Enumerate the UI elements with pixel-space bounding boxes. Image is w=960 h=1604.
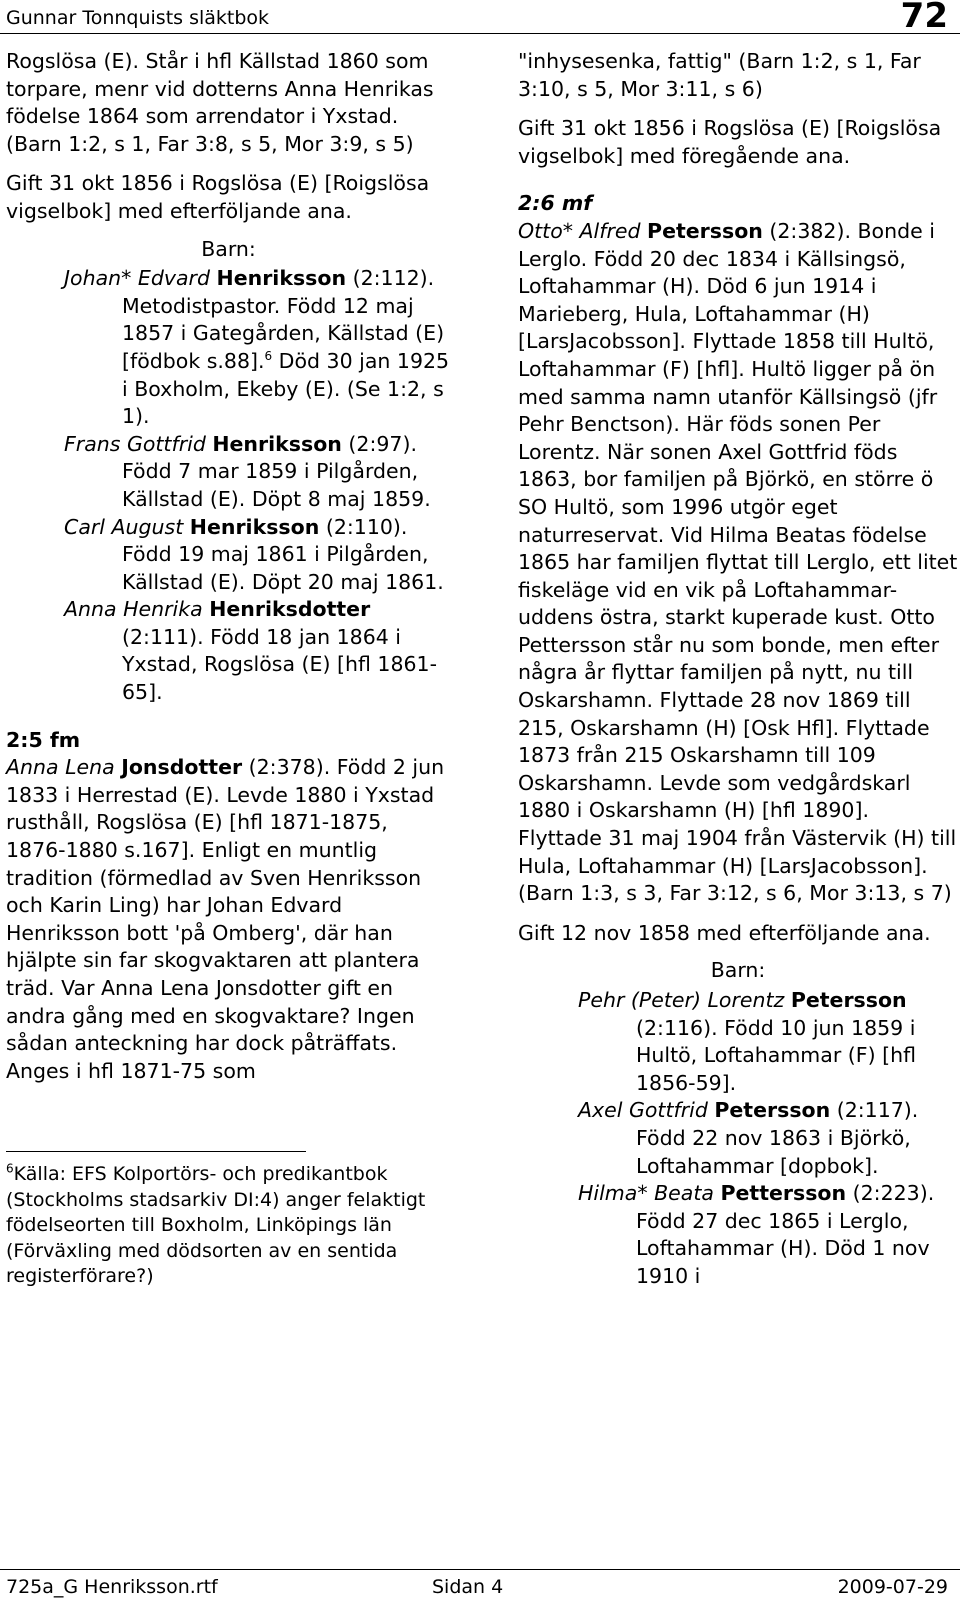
footer-page: Sidan 4 — [432, 1576, 504, 1598]
child-entry — [6, 596, 451, 706]
left-barn-heading: Barn: — [201, 236, 256, 261]
child-surname: Petersson — [714, 1098, 831, 1123]
footnote — [6, 1162, 451, 1290]
child-surname: Petersson — [790, 988, 907, 1012]
person-entry — [518, 218, 958, 908]
right-column — [518, 48, 958, 1291]
person-entry — [6, 754, 451, 1085]
book-title: Gunnar Tonnquists släktbok — [6, 7, 270, 29]
header-divider — [0, 33, 960, 34]
child-given-name: Frans Gottfrid — [64, 431, 206, 456]
child-entry — [518, 1180, 958, 1290]
child-details: (2:97). Född 7 mar 1859 i Pilgården, Källstad (E). Döpt 8 maj 1859. — [122, 431, 431, 511]
child-given-name: Axel Gottfrid — [578, 1098, 708, 1123]
footer-filename: 725a_G Henriksson.rtf — [6, 1576, 218, 1598]
child-given-name: Anna Henrika — [64, 597, 203, 622]
child-surname: Pettersson — [720, 1181, 847, 1206]
footer-divider — [0, 1569, 960, 1570]
child-surname: Henriksson — [212, 431, 342, 456]
child-details-cont: Död 30 jan 1925 i Boxholm, Ekeby (E). (Se 1:2, s 1). — [122, 348, 450, 429]
child-details: (2:223). Född 27 dec 1865 i Lerglo, Loftahammar (H). Död 1 nov 1910 i — [636, 1181, 935, 1288]
person-surname: Jonsdotter — [121, 755, 243, 780]
child-entry — [518, 1097, 958, 1180]
child-entry — [6, 514, 451, 597]
left-column — [6, 48, 451, 1290]
child-surname: Henriksson — [216, 266, 347, 291]
right-marriage-2: Gift 12 nov 1858 med efterföljande ana. — [518, 920, 931, 945]
person-details: (2:382). Bonde i Lerglo. Född 20 dec 1834 i Källsingsö, Loftahammar (H). Död 6 jun 1914 i Marieberg, Hula, Loftahammar (H) [LarsJacobsson]. Flyttade 1858 till Hultö, Loftahammar (F) [hfl]. Hultö ligger på ön med samma namn utanför Källsingsö (jfr Pehr Benctson). Här föds sonen Per Lorentz. När sonen Axel Gottfrid föds 1863, bor familjen på Björkö, en större ö SO Hultö, som 1996 utgör eget naturreservat. Vid Hilma Beatas födelse 1865 har familjen flyttat till Lerglo, ett litet fiskeläge vid en vik på Loftahammar-uddens östra, starkt kuperade kust. Otto Pettersson står nu som bonde, men efter några år flyttar familjen på nytt, nu till Oskarshamn. Flyttade 28 nov 1869 till 215, Oskarshamn (H) [Osk Hfl]. Flyttade 1873 från 215 Oskarshamn till 109 Oskarshamn. Levde som vedgårdskarl 1880 i Oskarshamn (H) [hfl 1890]. Flyttade 31 maj 1904 från Västervik (H) till Hula, Loftahammar (H) [LarsJacobsson]. (Barn 1:3, s 3, Far 3:12, s 6, Mor 3:13, s 7) — [518, 218, 958, 906]
child-details: (2:111). Född 18 jan 1864 i Yxstad, Rogslösa (E) [hfl 1861-65]. — [122, 624, 437, 705]
child-entry — [518, 987, 958, 1097]
child-details: (2:110). Född 19 maj 1861 i Pilgården, Källstad (E). Döpt 20 maj 1861. — [122, 514, 444, 594]
child-given-name: Johan* Edvard — [64, 266, 211, 291]
footnote-divider — [6, 1151, 306, 1152]
page-number: 72 — [900, 0, 948, 36]
child-surname: Henriksdotter — [209, 597, 371, 622]
child-surname: Henriksson — [189, 514, 320, 539]
person-given-name: Anna Lena — [6, 755, 115, 780]
right-barn-heading: Barn: — [710, 958, 766, 983]
child-entry — [6, 265, 451, 431]
footer-date: 2009-07-29 — [837, 1576, 948, 1598]
person-details: (2:378). Född 2 jun 1833 i Herrestad (E). Levde 1880 i Yxstad rusthåll, Rogslösa (E) [hfl 1871-1875, 1876-1880 s.167]. Enligt en muntlig tradition (förmedlad av Sven Henriksson och Karin Ling) har Johan Edvard Henriksson bott 'på Omberg', där han hjälpte sin far skogvaktaren att plantera träd. Var Anna Lena Jonsdotter gift en andra gång med en skogvaktare? Ingen sådan anteckning har dock påträffats. Anges i hfl 1871-75 som — [6, 755, 445, 1083]
left-intro: Rogslösa (E). Står i hfl Källstad 1860 som torpare, menr vid dotterns Anna Henrikas födelse 1864 som arrendator i Yxstad. (Barn 1:2, s 1, Far 3:8, s 5, Mor 3:9, s 5) — [6, 49, 434, 156]
footnote-reference: 6 — [264, 349, 273, 364]
right-marriage: Gift 31 okt 1856 i Rogslösa (E) [Roigslösa vigselbok] med föregående ana. — [518, 116, 942, 168]
section-heading: 2:6 mf — [518, 191, 593, 216]
child-entry — [6, 431, 451, 514]
footnote-mark: 6 — [6, 1162, 14, 1177]
child-given-name: Pehr (Peter) Lorentz — [578, 988, 785, 1012]
footnote-text: Källa: EFS Kolportörs- och predikantbok (Stockholms stadsarkiv DI:4) anger felaktigt födelseorten till Boxholm, Linköpings län (Förväxling med dödsorten av en sentida registerförare?) — [6, 1163, 426, 1288]
child-given-name: Hilma* Beata — [578, 1181, 714, 1206]
child-details: (2:116). Född 10 jun 1859 i Hultö, Loftahammar (F) [hfl 1856-59]. — [636, 1015, 916, 1095]
section-heading: 2:5 fm — [6, 727, 81, 752]
child-details: (2:117). Född 22 nov 1863 i Björkö, Loftahammar [dopbok]. — [636, 1098, 919, 1178]
right-intro: "inhysesenka, fattig" (Barn 1:2, s 1, Far 3:10, s 5, Mor 3:11, s 6) — [518, 49, 921, 101]
left-marriage: Gift 31 okt 1856 i Rogslösa (E) [Roigslösa vigselbok] med efterföljande ana. — [6, 171, 430, 223]
child-given-name: Carl August — [64, 514, 184, 539]
child-details: (2:112). Metodistpastor. Född 12 maj 1857 i Gategården, Källstad (E) [födbok s.88]. — [122, 266, 445, 373]
person-given-name: Otto* Alfred — [518, 218, 641, 243]
person-surname: Petersson — [647, 218, 763, 243]
